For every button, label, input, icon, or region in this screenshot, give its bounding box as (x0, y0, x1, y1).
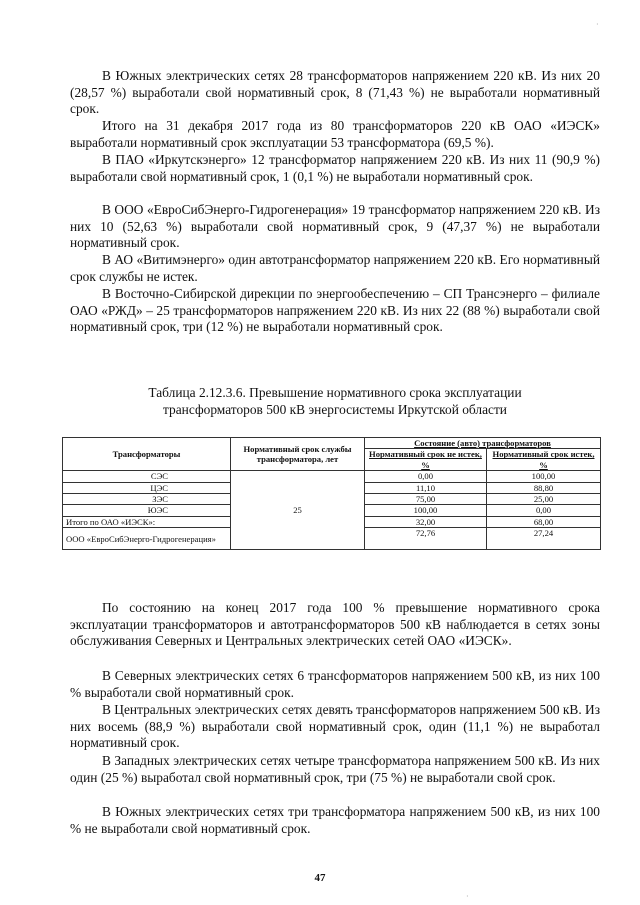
table-row (63, 471, 601, 482)
transformer-table (62, 437, 601, 550)
paragraph-summary-500: По состоянию на конец 2017 года 100 % превышение нормативного срока эксплуатации трансформаторов и автотрансформаторов 500 кВ наблюдается в сетях зоны обслуживания Северных и Центральных электрических сетей ОАО «ИЭСК». (70, 600, 600, 649)
header-expired: Нормативный срок истек, % (487, 449, 601, 471)
row-name: ЗЭС (63, 494, 231, 505)
header-transformers: Трансформаторы (63, 438, 231, 471)
not-expired-value: 0,00 (365, 471, 487, 482)
header-state-group: Состояние (авто) трансформаторов (365, 438, 601, 449)
not-expired-value: 75,00 (365, 494, 487, 505)
paragraph-north-500: В Северных электрических сетях 6 трансформаторов напряжением 500 кВ, из них 100 % выработали свой нормативный срок. (70, 668, 600, 700)
expired-value: 27,24 (487, 528, 601, 550)
row-name: ЦЭС (63, 482, 231, 493)
paragraph-vitimenergo: В АО «Витимэнерго» один автотрансформатор напряжением 220 кВ. Его нормативный срок службы не истек. (70, 252, 600, 284)
expired-value: 68,00 (487, 516, 601, 527)
paragraph-south-220: В Южных электрических сетях 28 трансформаторов напряжением 220 кВ. Из них 20 (28,57 %) выработали свой нормативный срок, 8 (71,43 %) не выработали нормативный срок. (70, 68, 600, 117)
page-number: 47 (314, 872, 326, 884)
expired-value: 100,00 (487, 471, 601, 482)
paragraph-central-500: В Центральных электрических сетях девять трансформаторов напряжением 500 кВ. Из них восемь (88,9 %) выработали свой нормативный срок, один (11,1 %) не выработал нормативный срок. (70, 702, 600, 751)
paragraph-rzd: В Восточно-Сибирской дирекции по энергообеспечению – СП Трансэнерго – филиале ОАО «РЖД» – 25 трансформаторов напряжением 220 кВ. Из них 22 (88 %) выработали свой нормативный срок, три (12 %) не выработали нормативный срок. (70, 286, 600, 335)
row-name: ООО «ЕвроСибЭнерго-Гидрогенерация» (63, 528, 231, 550)
not-expired-value: 72,76 (365, 528, 487, 550)
not-expired-value: 11,10 (365, 482, 487, 493)
paragraph-south-500: В Южных электрических сетях три трансформатора напряжением 500 кВ, из них 100 % не выработали свой нормативный срок. (70, 804, 600, 836)
not-expired-value: 32,00 (365, 516, 487, 527)
paragraph-irkutskenergo: В ПАО «Иркутскэнерго» 12 трансформатор напряжением 220 кВ. Из них 11 (90,9 %) выработали свой нормативный срок, 1 (0,1 %) не выработали нормативный срок. (70, 152, 600, 184)
row-name: Итого по ОАО «ИЭСК»: (63, 516, 231, 527)
paragraph-total-220: Итого на 31 декабря 2017 года из 80 трансформаторов 220 кВ ОАО «ИЭСК» выработали нормативный срок эксплуатации 53 трансформатора (69,5 %). (70, 118, 600, 150)
row-name: ЮЭС (63, 505, 231, 516)
not-expired-value: 100,00 (365, 505, 487, 516)
expired-value: 0,00 (487, 505, 601, 516)
header-not-expired: Нормативный срок не истек, % (365, 449, 487, 471)
paragraph-west-500: В Западных электрических сетях четыре трансформатора напряжением 500 кВ. Из них один (25 %) выработал свой нормативный срок, три (75 %) не выработали свой срок. (70, 753, 600, 785)
paragraph-eurosib: В ООО «ЕвроСибЭнерго-Гидрогенерация» 19 трансформатор напряжением 220 кВ. Из них 10 (52,63 %) выработали свой нормативный срок, 9 (47,37 %) не выработали нормативный срок. (70, 202, 600, 251)
expired-value: 25,00 (487, 494, 601, 505)
table-caption-line1: Таблица 2.12.3.6. Превышение нормативного срока эксплуатации (148, 385, 522, 400)
expired-value: 88,80 (487, 482, 601, 493)
scan-speck: · (596, 20, 599, 29)
scan-speck: · (466, 892, 469, 901)
table-caption-line2: трансформаторов 500 кВ энергосистемы Иркутской области (163, 402, 507, 417)
row-name: СЭС (63, 471, 231, 482)
norm-term-value: 25 (231, 471, 365, 550)
header-norm-term: Нормативный срок службы трансформатора, лет (231, 438, 365, 471)
table-header-row (63, 438, 601, 449)
